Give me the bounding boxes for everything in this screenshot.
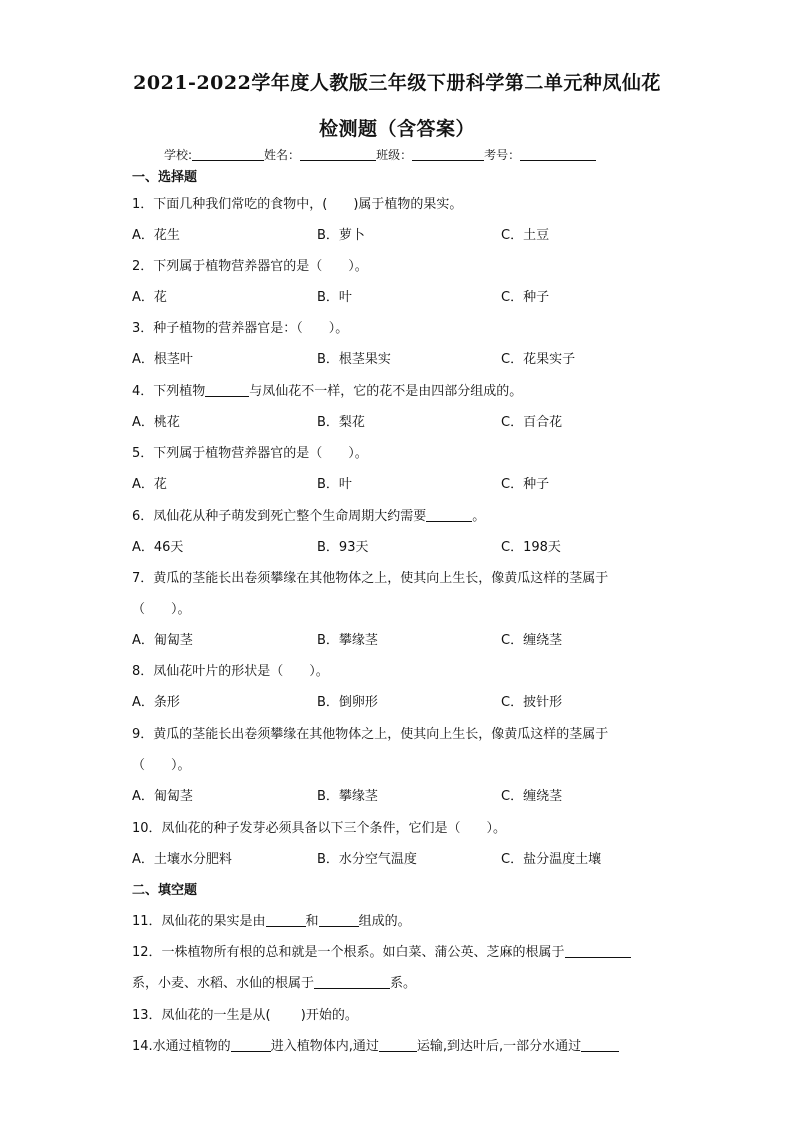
- q3-option-c[interactable]: C．花果实子: [501, 352, 576, 367]
- q4-option-c[interactable]: C．百合花: [501, 415, 563, 430]
- q5-option-b[interactable]: B．叶: [317, 477, 352, 492]
- question-8: 8．凤仙花叶片的形状是（ ）。: [132, 664, 329, 679]
- q1-option-b[interactable]: B．萝卜: [317, 228, 365, 243]
- question-4: [132, 380, 522, 399]
- question-13: 13．凤仙花的一生是从( )开始的。: [132, 1008, 358, 1023]
- q10-option-c[interactable]: C．盐分温度土壤: [501, 852, 602, 867]
- q4-answer-blank[interactable]: [205, 383, 249, 397]
- q14-text-end: 运输,到达叶后,一部分水通过: [416, 1039, 582, 1054]
- name-label: 姓名：: [264, 148, 301, 162]
- q7-option-a[interactable]: A．匍匐茎: [132, 633, 193, 648]
- question-1: 1．下面几种我们常吃的食物中，( )属于植物的果实。: [132, 197, 463, 212]
- q4-option-b[interactable]: B．梨花: [317, 415, 365, 430]
- q14-answer-blank-3[interactable]: [581, 1038, 619, 1052]
- q8-option-a[interactable]: A．条形: [132, 695, 180, 710]
- q6-option-b[interactable]: B．93天: [317, 540, 369, 555]
- school-blank[interactable]: [192, 148, 264, 161]
- section-heading-choice: 一、选择题: [132, 170, 198, 185]
- class-label: 班级：: [376, 148, 413, 162]
- q10-option-b[interactable]: B．水分空气温度: [317, 852, 417, 867]
- school-label: 学校:: [164, 148, 193, 162]
- q6-option-c[interactable]: C．198天: [501, 540, 561, 555]
- q2-option-c[interactable]: C．种子: [501, 290, 550, 305]
- q12-text-mid: 系，小麦、水稻、水仙的根属于: [132, 976, 315, 991]
- q5-option-a[interactable]: A．花: [132, 477, 167, 492]
- q3-option-a[interactable]: A．根茎叶: [132, 352, 193, 367]
- q4-text-end: 与凤仙花不一样，它的花不是由四部分组成的。: [249, 384, 523, 399]
- question-9-line2: （ ）。: [132, 758, 191, 773]
- q11-text-end: 组成的。: [358, 914, 411, 929]
- q7-option-b[interactable]: B．攀缘茎: [317, 633, 378, 648]
- q11-answer-blank-1[interactable]: [266, 913, 306, 927]
- question-6: [132, 505, 485, 524]
- q2-option-b[interactable]: B．叶: [317, 290, 352, 305]
- q12-answer-blank-2[interactable]: [314, 975, 390, 989]
- name-blank[interactable]: [300, 148, 376, 161]
- student-info-row: [164, 146, 596, 163]
- q14-text-start: 14.水通过植物的: [132, 1039, 231, 1054]
- question-7-line1: 7．黄瓜的茎能长出卷须攀缘在其他物体之上，使其向上生长，像黄瓜这样的茎属于: [132, 571, 609, 586]
- q11-text-mid: 和: [305, 914, 319, 929]
- q10-option-a[interactable]: A．土壤水分肥料: [132, 852, 232, 867]
- number-label: 考号：: [484, 148, 521, 162]
- q1-option-c[interactable]: C．土豆: [501, 228, 550, 243]
- section-heading-fill: 二、填空题: [132, 883, 198, 898]
- q6-text-end: 。: [472, 509, 486, 524]
- q7-option-c[interactable]: C．缠绕茎: [501, 633, 563, 648]
- question-5: 5．下列属于植物营养器官的是（ ）。: [132, 446, 368, 461]
- q12-text-end: 系。: [390, 976, 417, 991]
- class-blank[interactable]: [412, 148, 484, 161]
- q5-option-c[interactable]: C．种子: [501, 477, 550, 492]
- q3-option-b[interactable]: B．根茎果实: [317, 352, 391, 367]
- q9-option-b[interactable]: B．攀缘茎: [317, 789, 378, 804]
- question-9-line1: 9．黄瓜的茎能长出卷须攀缘在其他物体之上，使其向上生长，像黄瓜这样的茎属于: [132, 727, 609, 742]
- question-2: 2．下列属于植物营养器官的是（ ）。: [132, 259, 368, 274]
- q9-option-c[interactable]: C．缠绕茎: [501, 789, 563, 804]
- number-blank[interactable]: [520, 148, 596, 161]
- q4-option-a[interactable]: A．桃花: [132, 415, 180, 430]
- q14-text-mid: 进入植物体内,通过: [270, 1039, 379, 1054]
- question-10: 10．凤仙花的种子发芽必须具备以下三个条件，它们是（ ）。: [132, 821, 507, 836]
- q11-text-start: 11．凤仙花的果实是由: [132, 914, 266, 929]
- q6-text-start: 6．凤仙花从种子萌发到死亡整个生命周期大约需要: [132, 509, 427, 524]
- q1-option-a[interactable]: A．花生: [132, 228, 180, 243]
- q12-text-start: 12．一株植物所有根的总和就是一个根系。如白菜、蒲公英、芝麻的根属于: [132, 945, 565, 960]
- question-12-line2: [132, 972, 416, 991]
- question-3: 3．种子植物的营养器官是：（ ）。: [132, 321, 349, 336]
- document-title-line1: 2021-2022学年度人教版三年级下册科学第二单元种凤仙花: [133, 72, 661, 94]
- q11-answer-blank-2[interactable]: [319, 913, 359, 927]
- question-11: [132, 910, 411, 929]
- q14-answer-blank-1[interactable]: [231, 1038, 271, 1052]
- document-title-line2: 检测题（含答案）: [318, 118, 475, 140]
- q6-answer-blank[interactable]: [426, 508, 472, 522]
- q8-option-c[interactable]: C．披针形: [501, 695, 563, 710]
- q6-option-a[interactable]: A．46天: [132, 540, 184, 555]
- q12-answer-blank-1[interactable]: [565, 944, 631, 958]
- q9-option-a[interactable]: A．匍匐茎: [132, 789, 193, 804]
- q4-text-start: 4．下列植物: [132, 384, 206, 399]
- question-14: [132, 1035, 619, 1054]
- question-7-line2: （ ）。: [132, 602, 191, 617]
- q8-option-b[interactable]: B．倒卵形: [317, 695, 378, 710]
- q14-answer-blank-2[interactable]: [379, 1038, 417, 1052]
- question-12-line1: [132, 941, 631, 960]
- q2-option-a[interactable]: A．花: [132, 290, 167, 305]
